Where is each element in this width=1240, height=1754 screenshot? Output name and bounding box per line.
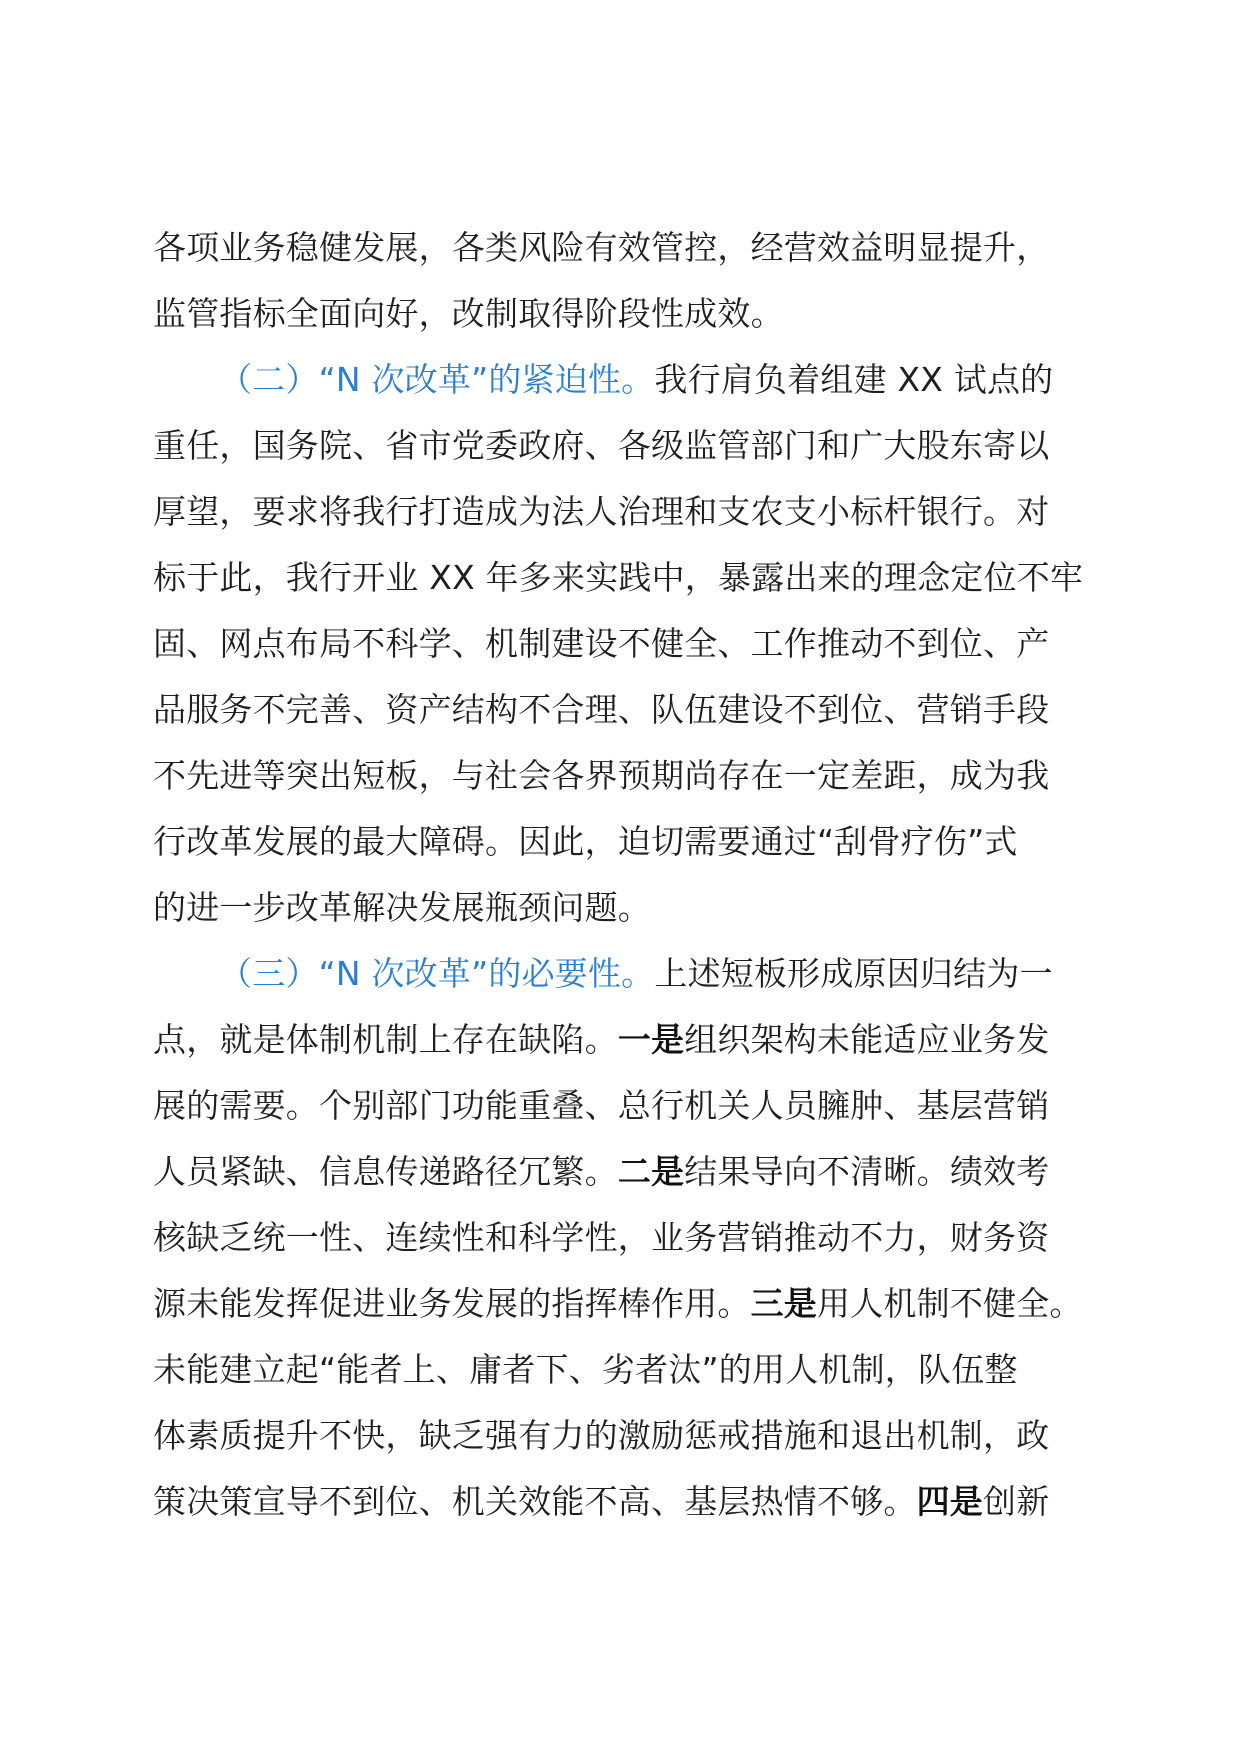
bold-marker-second: 二是 (617, 1152, 685, 1191)
paragraph-line: 行改革发展的最大障碍。因此，迫切需要通过“刮骨疗伤”式 (153, 822, 1018, 861)
paragraph-line: 监管指标全面向好，改制取得阶段性成效。 (153, 294, 784, 333)
text-run: 上述短板形成原因归结为一 (654, 954, 1053, 993)
paragraph-line: 固、网点布局不科学、机制建设不健全、工作推动不到位、产 (153, 624, 1050, 663)
paragraph-line: 体素质提升不快，缺乏强有力的激励惩戒措施和退出机制，政 (153, 1416, 1050, 1455)
paragraph-line: 品服务不完善、资产结构不合理、队伍建设不到位、营销手段 (153, 690, 1050, 729)
bold-marker-fourth: 四是 (916, 1482, 984, 1521)
paragraph-line: 未能建立起“能者上、庸者下、劣者汰”的用人机制，队伍整 (153, 1350, 1018, 1389)
text-run: 组织架构未能适应业务发 (684, 1020, 1050, 1059)
paragraph-line: 不先进等突出短板，与社会各界预期尚存在一定差距，成为我 (153, 756, 1050, 795)
section-heading-necessity: （三）“N 次改革”的必要性。 (219, 954, 655, 993)
paragraph-line: 重任，国务院、省市党委政府、各级监管部门和广大股东寄以 (153, 426, 1050, 465)
text-run: 源未能发挥促进业务发展的指挥棒作用。 (153, 1284, 751, 1323)
text-run: 策决策宣导不到位、机关效能不高、基层热情不够。 (153, 1482, 917, 1521)
text-run: 创新 (983, 1482, 1050, 1521)
bold-marker-third: 三是 (750, 1284, 818, 1323)
paragraph-line: 标于此，我行开业 XX 年多来实践中，暴露出来的理念定位不牢 (153, 558, 1084, 597)
paragraph-line: 各项业务稳健发展，各类风险有效管控，经营效益明显提升， (153, 228, 1050, 267)
paragraph-line: 展的需要。个别部门功能重叠、总行机关人员臃肿、基层营销 (153, 1086, 1050, 1125)
text-run: 我行肩负着组建 XX 试点的 (654, 360, 1054, 399)
paragraph-line (153, 1007, 1093, 1073)
text-run: 用人机制不健全。 (817, 1284, 1083, 1323)
paragraph-line: 厚望，要求将我行打造成为法人治理和支农支小标杆银行。对 (153, 492, 1050, 531)
paragraph-2 (153, 347, 1093, 941)
paragraph-3 (153, 941, 1093, 1535)
paragraph-line (153, 941, 1093, 1007)
paragraph-line (153, 347, 1093, 413)
document-body (153, 215, 1093, 1535)
text-run: 结果导向不清晰。绩效考 (684, 1152, 1050, 1191)
paragraph-1 (153, 215, 1093, 347)
section-heading-urgency: （二）“N 次改革”的紧迫性。 (219, 360, 655, 399)
paragraph-line (153, 1139, 1093, 1205)
paragraph-line (153, 1271, 1093, 1337)
bold-marker-first: 一是 (617, 1020, 685, 1059)
paragraph-line: 的进一步改革解决发展瓶颈问题。 (153, 888, 651, 927)
text-run: 点，就是体制机制上存在缺陷。 (153, 1020, 618, 1059)
paragraph-line (153, 1469, 1093, 1535)
paragraph-line: 核缺乏统一性、连续性和科学性，业务营销推动不力，财务资 (153, 1218, 1050, 1257)
text-run: 人员紧缺、信息传递路径冗繁。 (153, 1152, 618, 1191)
